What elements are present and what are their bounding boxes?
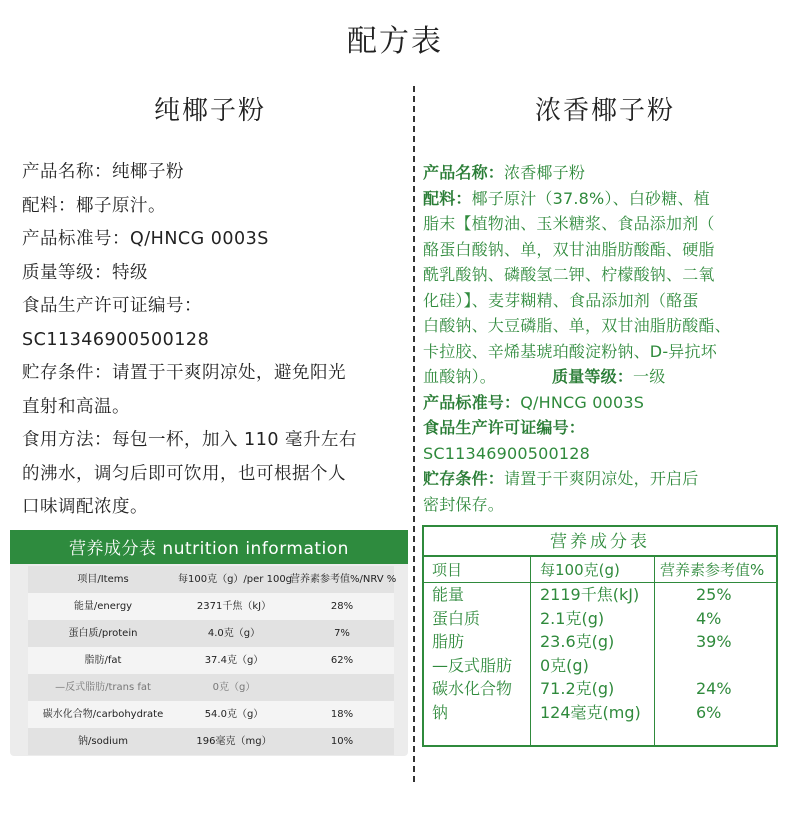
cell-value: 4.0克（g）: [207, 628, 261, 639]
info-line: [423, 160, 779, 186]
info-text: Q/HNCG 0003S: [520, 392, 645, 412]
info-line: [423, 466, 779, 492]
info-line: 口味调配浓度。: [22, 497, 148, 517]
table-row: [28, 647, 394, 674]
header-cell: 每100克(g): [540, 561, 620, 579]
info-text: 卡拉胶、辛烯基琥珀酸淀粉钠、D-异抗坏: [423, 341, 717, 361]
info-line: [423, 237, 779, 263]
cell-nrv: 39%: [696, 632, 732, 651]
right-nutrition-title: 营养成分表: [424, 527, 776, 557]
table-body: [424, 583, 776, 745]
page-title: 配方表: [347, 24, 443, 59]
cell-item: 能量/energy: [73, 601, 133, 612]
dashed-divider: [413, 86, 415, 782]
cell-item: 能量: [432, 585, 465, 604]
info-line: [423, 492, 779, 518]
cell-item: 脂肪/fat: [84, 655, 122, 666]
header-cell: 项目/Items: [77, 574, 129, 585]
info-text: SC11346900500128: [423, 443, 591, 463]
info-line: 食用方法：每包一杯，加入 110 毫升左右: [22, 430, 358, 450]
info-text: 请置于干爽阴凉处，开启后: [504, 469, 699, 488]
cell-value: 71.2克(g): [540, 679, 615, 698]
info-line: [423, 211, 779, 237]
cell-item: —反式脂肪: [432, 655, 513, 675]
table-row: [28, 620, 394, 647]
cell-nrv: 24%: [696, 679, 732, 698]
cell-nrv: 10%: [330, 736, 354, 747]
cell-nrv: 28%: [330, 601, 354, 612]
cell-value: 2.1克(g): [540, 608, 605, 628]
cell-item: —反式脂肪/trans fat: [55, 682, 151, 693]
info-text: 血酸钠）。: [423, 367, 497, 386]
info-line: [423, 390, 779, 416]
grade-value: 一级: [633, 367, 666, 386]
info-line: [423, 313, 779, 339]
info-text: 酪蛋白酸钠、单，双甘油脂肪酸酯、硬脂: [423, 239, 715, 259]
info-line: 食品生产许可证编号：: [22, 296, 202, 316]
left-column-title: 纯椰子粉: [153, 96, 266, 126]
left-nutrition-card: [10, 530, 408, 756]
info-label: 产品标准号：: [423, 392, 521, 412]
info-line: [423, 441, 779, 467]
cell-item: 碳水化合物/carbohydrate: [42, 709, 164, 720]
cell-value: 37.4克（g）: [204, 655, 264, 666]
cell-nrv: 18%: [330, 709, 354, 720]
info-text: 白酸钠、大豆磷脂、单，双甘油脂肪酸酯、: [423, 316, 731, 335]
info-label: 产品名称：: [423, 163, 505, 182]
cell-nrv: 25%: [696, 585, 732, 604]
cell-value: 0克（g）: [212, 682, 256, 693]
cell-value: 0克(g): [540, 655, 589, 675]
cell-item: 脂肪: [432, 632, 465, 651]
left-nutrition-table: [28, 566, 397, 755]
info-line: 产品标准号：Q/HNCG 0003S: [22, 229, 269, 249]
cell-item: 碳水化合物: [432, 679, 513, 698]
info-line: 直射和高温。: [22, 396, 130, 417]
cell-nrv: 6%: [696, 702, 722, 722]
header-cell: 营养素参考值%/NRV %: [290, 574, 397, 585]
info-line: 的沸水，调匀后即可饮用，也可根据个人: [22, 463, 346, 484]
table-row: [424, 701, 776, 725]
right-nutrition-table: [422, 525, 778, 747]
info-line: [423, 288, 779, 314]
info-line: [423, 186, 779, 212]
info-line: 贮存条件：请置于干爽阴凉处，避免阳光: [22, 363, 346, 383]
cell-item: 蛋白质: [432, 608, 481, 628]
table-row: [28, 701, 394, 728]
right-product-info: [423, 160, 779, 517]
grade-label: 质量等级：: [552, 367, 634, 386]
header-cell: 每100克（g）/per 100g: [178, 574, 293, 585]
cell-value: 124毫克(mg): [540, 702, 641, 722]
info-line: 质量等级：特级: [22, 262, 148, 283]
table-row: [28, 728, 394, 755]
info-text: 密封保存。: [423, 494, 505, 514]
cell-nrv: 4%: [696, 608, 722, 628]
info-text: 化硅）】、麦芽糊精、食品添加剂（酪蛋: [423, 290, 699, 310]
cell-value: 2371千焦（kJ）: [196, 601, 272, 612]
table-row: [28, 674, 394, 701]
cell-nrv: 62%: [330, 655, 354, 666]
table-row: [424, 583, 776, 607]
table-row: [424, 630, 776, 654]
right-column-title: 浓香椰子粉: [534, 96, 675, 126]
info-line: SC11346900500128: [22, 329, 210, 350]
info-label: 贮存条件：: [423, 469, 505, 488]
info-line: 产品名称：纯椰子粉: [22, 162, 184, 182]
table-row: [424, 654, 776, 678]
left-nutrition-title: 营养成分表 nutrition information: [10, 534, 408, 564]
cell-value: 54.0克（g）: [204, 709, 264, 720]
cell-item: 钠/sodium: [78, 736, 128, 747]
info-line: [423, 339, 779, 365]
header-cell: 项目: [432, 561, 463, 579]
info-text: 脂末【植物油、玉米糖浆、食品添加剂（: [423, 214, 715, 233]
table-header-row: [424, 557, 776, 583]
cell-item: 钠: [432, 702, 449, 722]
info-line: [423, 262, 779, 288]
info-line: 配料：椰子原汁。: [22, 195, 166, 216]
cell-item: 蛋白质/protein: [68, 628, 138, 639]
info-line: [423, 364, 779, 390]
cell-value: 23.6克(g): [540, 632, 615, 651]
left-product-info: [22, 156, 410, 525]
table-row: [424, 607, 776, 631]
table-header-row: [28, 566, 397, 593]
table-row: [28, 593, 394, 620]
table-row: [424, 677, 776, 701]
info-line: [423, 415, 779, 441]
info-text: 浓香椰子粉: [504, 163, 586, 182]
info-text: 椰子原汁（37.8%）、白砂糖、植: [471, 188, 710, 208]
header-cell: 营养素参考值%: [660, 561, 765, 579]
cell-nrv: 7%: [334, 628, 350, 639]
info-label: 配料：: [423, 188, 472, 208]
cell-value: 196毫克（mg）: [196, 736, 272, 747]
info-text: 酰乳酸钠、磷酸氢二钾、柠檬酸钠、二氧: [423, 265, 715, 284]
info-label: 食品生产许可证编号：: [423, 418, 586, 437]
cell-value: 2119千焦(kJ): [540, 585, 640, 604]
